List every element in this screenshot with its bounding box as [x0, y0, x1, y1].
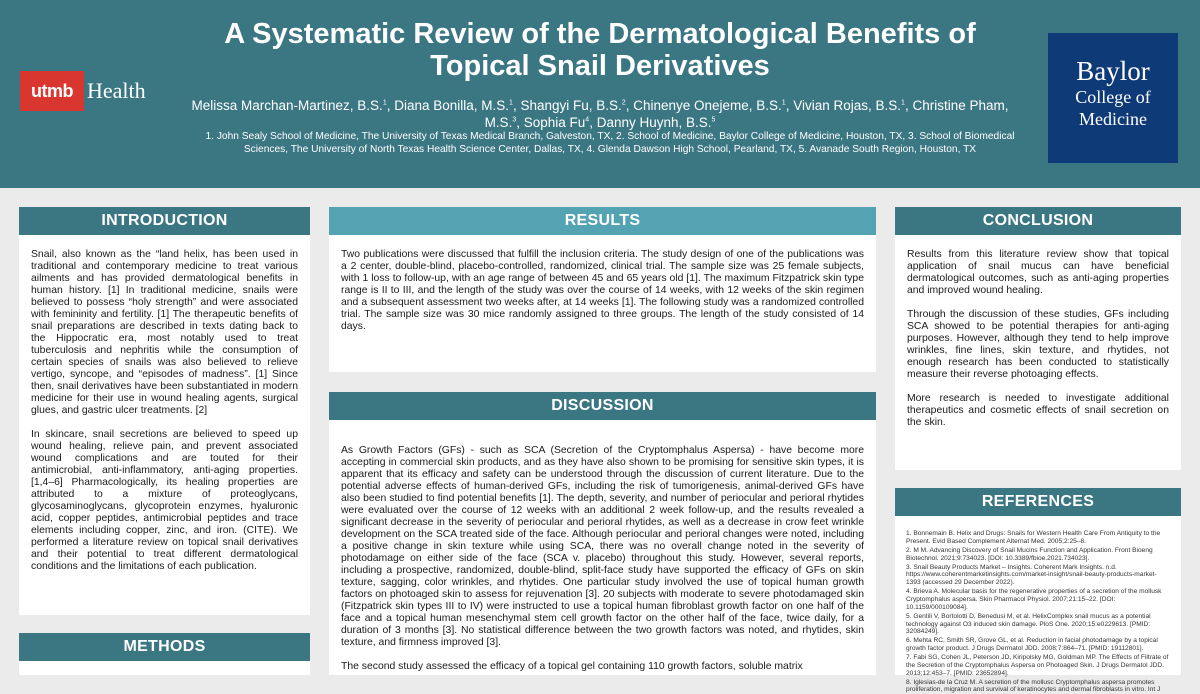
author-name: Shangyi Fu, B.S.	[520, 98, 622, 113]
conclusion-header: CONCLUSION	[895, 207, 1181, 235]
author-affiliation-mark: 3	[512, 116, 517, 124]
reference-item: 3. Snail Beauty Products Market – Insights. Coherent Mark Insights. n.d. https://www.coherentmarketinsights.com/market-insight/snail-beauty-products-market-1393 (accessed 29 December 2022).	[906, 563, 1157, 587]
reference-item: 5. Gentili V, Bortolotti D, Benedusi M, et al. HelixComplex snail mucus as a potential technology against O3 induced skin damage. PloS One. 2020;15:e0229613. [PMID: 32084249].	[906, 612, 1151, 636]
methods-header: METHODS	[19, 633, 310, 661]
utmb-logo-word: Health	[87, 78, 146, 103]
conclusion-paragraph-1: Results from this literature review show that topical application of snail mucus can have beneficial dermatological outcomes, such as anti-aging properties and improved wound healing.	[907, 249, 1169, 296]
results-body	[341, 249, 864, 333]
author-name: Diana Bonilla, M.S.	[394, 98, 510, 113]
title-line-2: Topical Snail Derivatives	[430, 50, 770, 82]
discussion-header: DISCUSSION	[329, 392, 876, 420]
baylor-logo-line-1: Baylor	[1076, 56, 1150, 86]
reference-item: 6. Mehta RC, Smith SR, Grove GL, et al. Reduction in facial photodamage by a topical growth factor product. J Drugs Dermatol JDD. 2008;7:864–71. [PMID: 19112801].	[906, 637, 1158, 653]
utmb-health-logo	[20, 71, 146, 111]
conclusion-paragraph-3: More research is needed to investigate additional therapeutics and cosmetic effects of snail secretion on the skin.	[907, 393, 1169, 428]
author-affiliation-mark: 5	[711, 116, 716, 124]
baylor-logo-line-3: Medicine	[1079, 109, 1147, 129]
author-name: Danny Huynh, B.S.	[596, 115, 712, 130]
author-affiliation-mark: 1	[509, 99, 513, 107]
affiliations: 1. John Sealy School of Medicine, The University of Texas Medical Branch, Galveston, TX, 2. School of Medicine, Baylor College of Medicine, Houston, TX, 3. School of Biomedical Sciences, The University of North Texas Health Science Center, Dallas, TX, 4. Glenda Dawson High School, Pearland, TX, 5. Avanade South Region, Houston, TX	[205, 131, 1015, 155]
introduction-header: INTRODUCTION	[19, 207, 310, 235]
author-list: Melissa Marchan-Martinez, B.S.$^1$, Diana Bonilla, M.S.$^1$, Shangyi Fu, B.S.$^2$, Chinenye Onejeme, B.S.$^1$, Vivian Rojas, B.S.$^1$, Christine Pham, M.S.$^3$, Sophia Fu$^4$, Danny Huynh, B.S.$^5$	[191, 98, 1009, 130]
results-paragraph: Two publications were discussed that fulfill the inclusion criteria. The study design of one of the publications was a 2 center, double-blind, placebo-controlled, randomized, clinical trial. The sample size was 25 female subjects, with 1 loss to follow-up, with an age range of between 45 and 65 years old [1]. The maximum Fitzpatrick skin type range is II to III, and the length of the study was over the course of 14 weeks, with 12 weeks of the skin regimen and a subsequent assessment two weeks after, at 14 weeks [1]. The following study was a randomized controlled trial. The sample size was 30 mice randomly assigned to three groups. The length of the study consisted of 14 days.	[341, 249, 864, 332]
author-affiliation-mark: 2	[621, 99, 626, 107]
author-affiliation-mark: 1	[781, 99, 786, 107]
baylor-logo-line-2: College of	[1075, 87, 1151, 107]
utmb-logo-box: utmb	[20, 71, 84, 111]
reference-item: 4. Brieva A. Molecular basis for the regenerative properties of a secretion of the mollusk Cryptomphalus aspersa. Skin Pharmacol Physiol. 2007;21:15–22. [DOI: 10.1159/000109084].	[906, 588, 1162, 611]
author-affiliation-mark: 1	[901, 99, 905, 107]
reference-item: 2. M M. Advancing Discovery of Snail Mucins Function and Application. Front Bioeng Biotechnol. 2021;9:734023. [DOI: 10.3389/fbioe.2021.734023].	[906, 546, 1153, 562]
reference-item: 7. Fabi SG, Cohen JL, Peterson JD, Kiripolsky MG, Goldman MP. The Effects of Filtrate of the Secretion of the Cryptomphalus Aspersa on Photoaged Skin. J Drugs Dermatol JDD. 2013;12:453–7. [PMID: 23652894].	[906, 654, 1169, 677]
author-name: Sophia Fu	[523, 115, 586, 130]
author-name-continued: M.S.	[484, 115, 513, 130]
author-name: Vivian Rojas, B.S.	[793, 98, 902, 113]
discussion-paragraph-2: The second study assessed the efficacy of a topical gel containing 110 growth factors, soluble matrix	[341, 661, 803, 672]
poster-title	[170, 18, 1030, 82]
author-name: Chinenye Onejeme, B.S.	[633, 98, 782, 113]
conclusion-paragraph-2: Through the discussion of these studies, GFs including SCA showed to be potential therapies for anti-aging purposes. However, although they tend to help improve wrinkles, fine lines, skin texture, and rhytides, not enough research has been conducted to statistically measure their reverse photoaging effects.	[907, 309, 1169, 380]
author-affiliation-mark: 4	[585, 116, 590, 124]
title-line-1: A Systematic Review of the Dermatological Benefits of	[224, 18, 976, 50]
introduction-body	[31, 249, 298, 573]
references-header: REFERENCES	[895, 488, 1181, 516]
reference-item: 8. Iglesias-de la Cruz M. A secretion of the mollusc Cryptomphalus aspersa promotes proliferation, migration and survival of keratinocytes and dermal fibroblasts in vitro. Int J	[906, 678, 1161, 694]
results-header: RESULTS	[329, 207, 876, 235]
introduction-paragraph-2: In skincare, snail secretions are believed to speed up wound healing, relieve pain, and prevent associated wound complications and are touted for their antimicrobial, anti-inflammatory, anti-aging properties. [1,4–6] Pharmacologically, its healing properties are attributed to a mixture of proteoglycans, glycosaminoglycans, glycoprotein enzymes, hyaluronic acid, copper peptides, antimicrobial peptides and trace elements including copper, zinc, and iron. (CITE). We performed a literature review on topical snail derivatives and their potential to treat different dermatological conditions and the limitations of each publication.	[31, 429, 298, 572]
discussion-paragraph-1: As Growth Factors (GFs) - such as SCA (Secretion of the Cryptomphalus Aspersa) - have become more accepting in commercial skin products, and as they have also shown to be promising for sensitive skin types, it is apparent that its efficacy and safety can be understood through the discussion of current literature. Due to the potential adverse effects of human-derived GFs, including the risk of tumorigenesis, animal-derived GFs have also been studied to find potential benefits [1]. The depth, severity, and number of periocular and perioral rhytides were evaluated over the course of 12 weeks with an additional 2 week follow-up, and the results revealed a significant decrease in the severity of periocular and perioral rhytides, as well as a decrease in crow feet wrinkle development on the SCA treated side of the face. Although periocular and perioral changes were noted, including a positive change in skin texture while using SCA, there was no overall change noted in the severity of photodamage on either side of the face (SCA v. placebo) throughout this study. However, several reports, including a prospective, randomized, double-blind, split-face study have supported the efficacy of GFs on skin texture, sagging, color wrinkles, and rhytides. One particular study involved the use of topical human growth factors on photoaged skin to assess for rejuvenation [3]. 20 subjects with moderate to severe photodamaged skin (Fitzpatrick skin types III to IV) were instructed to use a topical human fibroblast growth factor on one half of the face and a topical human mesenchymal stem cell growth factor on the other half of the face, twice daily, for a duration of 3 months [3]. No statistical difference between the two growth factors was noted, and rhytides, skin texture, and firmness improved [3].	[341, 445, 864, 648]
discussion-body	[341, 445, 864, 675]
author-name: Melissa Marchan-Martinez, B.S.	[191, 98, 383, 113]
introduction-paragraph-1: Snail, also known as the “land helix, has been used in traditional and contemporary medicine to treat various ailments and has provided dermatological benefits in human history. [1] In traditional medicine, snails were believed to possess “holy strength” and were associated with femininity and fertility. [1] The therapeutic benefits of snail preparations are described in texts dating back to the Hippocratic era, most notably used to treat tuberculosis and nephritis while the consumption of certain species of snails was also believed to relieve vertigo, syncope, and “episodes of madness”. [1] Since then, snail derivatives have been substantiated in modern medicine for their use in wound healing agents, surgical glues, and gastric ulcer treatments. [2]	[31, 249, 298, 416]
references-list	[906, 530, 1170, 694]
baylor-college-of-medicine-logo	[1048, 33, 1178, 163]
reference-item: 1. Bonnemain B. Helix and Drugs: Snails for Western Health Care From Antiquity to the Present. Evid Based Complement Alternat Med. 2005;2:25–8.	[906, 530, 1161, 545]
author-affiliation-mark: 1	[382, 99, 387, 107]
methods-panel	[19, 661, 310, 675]
conclusion-body	[907, 249, 1169, 429]
